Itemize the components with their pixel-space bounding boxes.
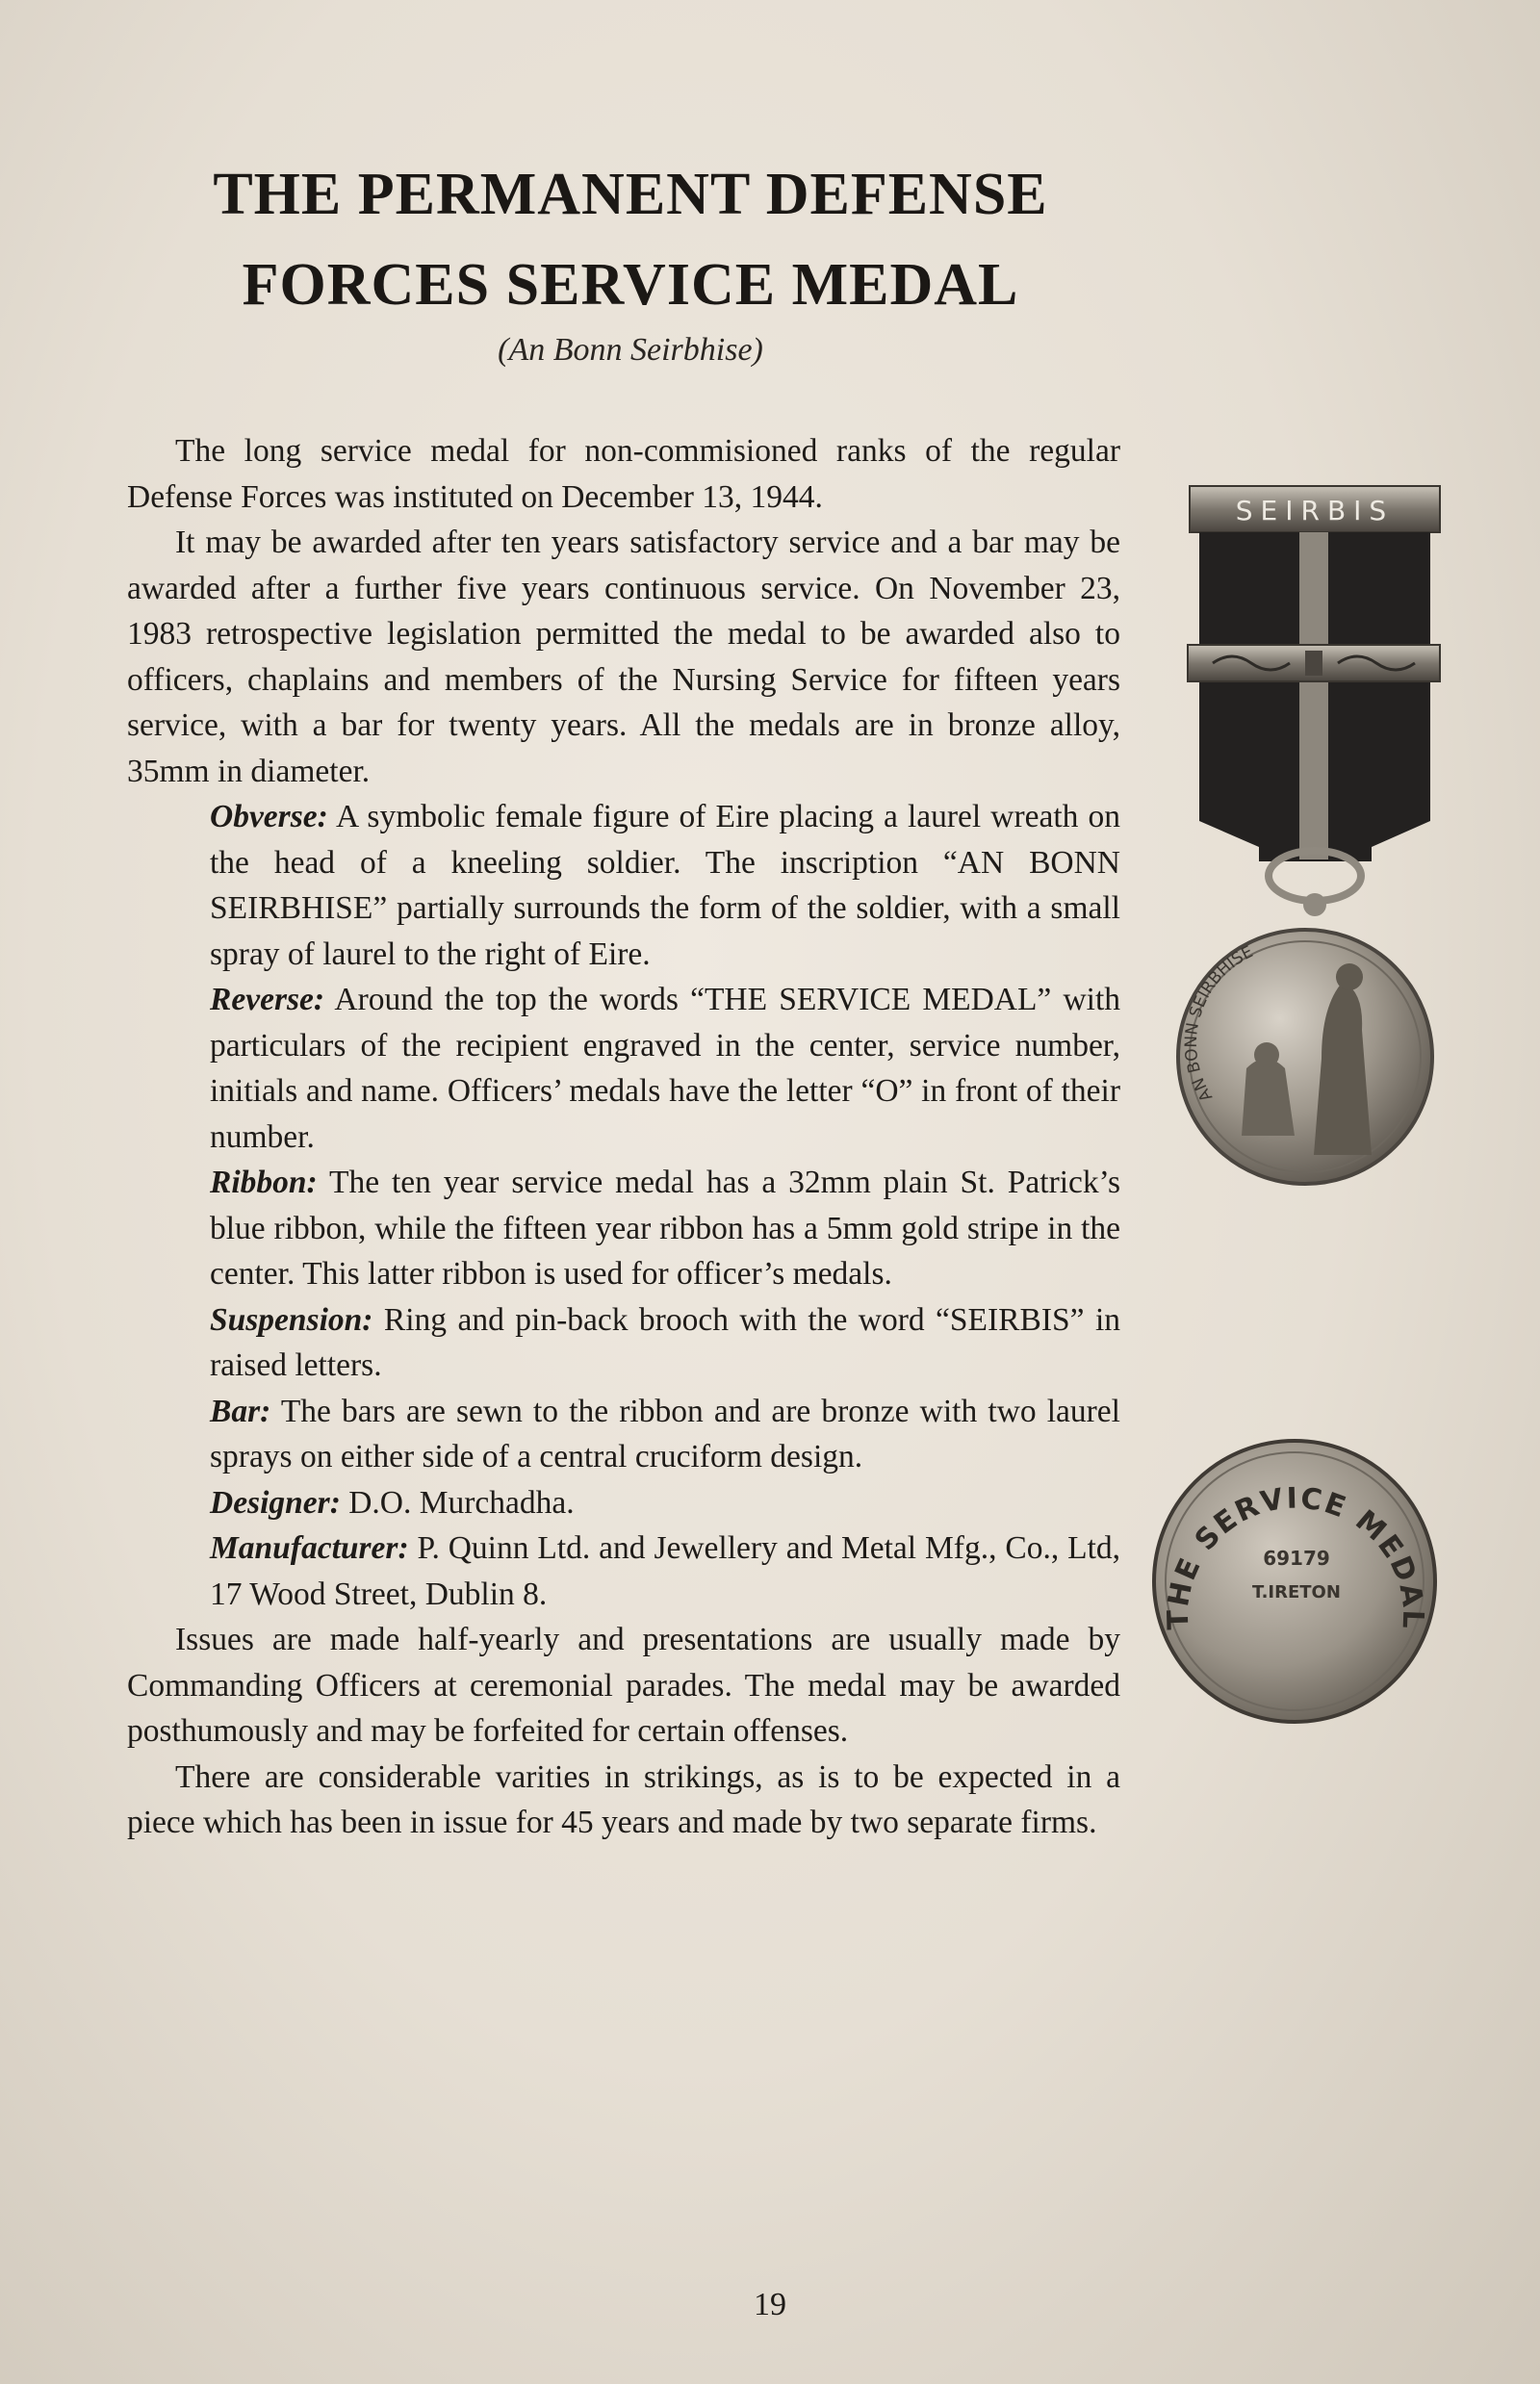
reverse-name: T.IRETON — [1252, 1582, 1341, 1602]
page-number: 19 — [754, 2287, 786, 2322]
suspension-entry — [210, 1297, 1120, 1389]
obverse-entry — [210, 794, 1120, 977]
manufacturer-text: P. Quinn Ltd. and Jewellery and Metal Mfg., Co., Ltd, 17 Wood Street, Dublin 8. — [210, 1530, 1121, 1612]
title-line-1: THE PERMANENT DEFENSE — [213, 162, 1048, 227]
page-title — [125, 149, 1136, 330]
bar-label: Bar: — [210, 1393, 271, 1429]
obverse-label: Obverse: — [210, 799, 328, 834]
article-body — [127, 428, 1120, 1846]
reverse-text: Around the top the words “THE SERVICE MEDAL” with particulars of the recipient engraved in the center, service number, initials and name. Officers’ medals have the letter “O” in front of their number. — [210, 982, 1120, 1155]
page-subtitle: (An Bonn Seirbhise) — [498, 332, 763, 368]
title-line-2: FORCES SERVICE MEDAL — [242, 252, 1019, 318]
obverse-inscription: AN BONN SEIRBHISE — [1181, 942, 1257, 1105]
medal-reverse-photo — [1145, 1432, 1444, 1730]
designer-entry — [210, 1480, 1120, 1526]
brooch-text: SEIRBIS — [1235, 495, 1395, 526]
reverse-inscription: THE SERVICE MEDAL — [1161, 1481, 1430, 1631]
varieties-paragraph: There are considerable varities in strikings, as is to be expected in a piece which has been in issue for 45 years and made by two separate firms. — [127, 1758, 1120, 1840]
reverse-number: 69179 — [1263, 1547, 1330, 1570]
medal-obverse-photo — [1145, 481, 1463, 1213]
bar-entry — [210, 1389, 1120, 1480]
ribbon-entry — [210, 1160, 1120, 1297]
manufacturer-entry — [210, 1525, 1120, 1617]
issues-paragraph: Issues are made half-yearly and presentations are usually made by Commanding Officers at ceremonial parades. The medal may be awarded posthumously and may be forfeited for certain offenses. — [127, 1622, 1120, 1749]
reverse-label: Reverse: — [210, 982, 325, 1017]
designer-text: D.O. Murchadha. — [348, 1484, 575, 1521]
suspension-text: Ring and pin-back brooch with the word “SEIRBIS” in raised letters. — [210, 1301, 1121, 1383]
ribbon-text: The ten year service medal has a 32mm plain St. Patrick’s blue ribbon, while the fifteen year ribbon has a 5mm gold stripe in the center. This latter ribbon is used for officer’s medals. — [210, 1165, 1120, 1292]
intro-paragraph: The long service medal for non-commisioned ranks of the regular Defense Forces was instituted on December 13, 1944. — [127, 433, 1120, 515]
manufacturer-label: Manufacturer: — [210, 1530, 409, 1566]
suspension-label: Suspension: — [210, 1301, 373, 1338]
bar-text: The bars are sewn to the ribbon and are bronze with two laurel sprays on either side of a central cruciform design. — [210, 1393, 1120, 1474]
designer-label: Designer: — [210, 1484, 341, 1521]
award-paragraph: It may be awarded after ten years satisfactory service and a bar may be awarded after a further five years continuous service. On November 23, 1983 retrospective legislation permitted the medal to be awarded also to officers, chaplains and members of the Nursing Service for fifteen years service, with a bar for twenty years. All the medals are in bronze alloy, 35mm in diameter. — [127, 525, 1120, 789]
obverse-text: A symbolic female figure of Eire placing a laurel wreath on the head of a kneeling soldier. The inscription “AN BONN SEIRBHISE” partially surrounds the form of the soldier, with a small spray of laurel to the right of Eire. — [210, 799, 1120, 972]
reverse-entry — [210, 977, 1120, 1160]
ribbon-label: Ribbon: — [210, 1165, 318, 1200]
